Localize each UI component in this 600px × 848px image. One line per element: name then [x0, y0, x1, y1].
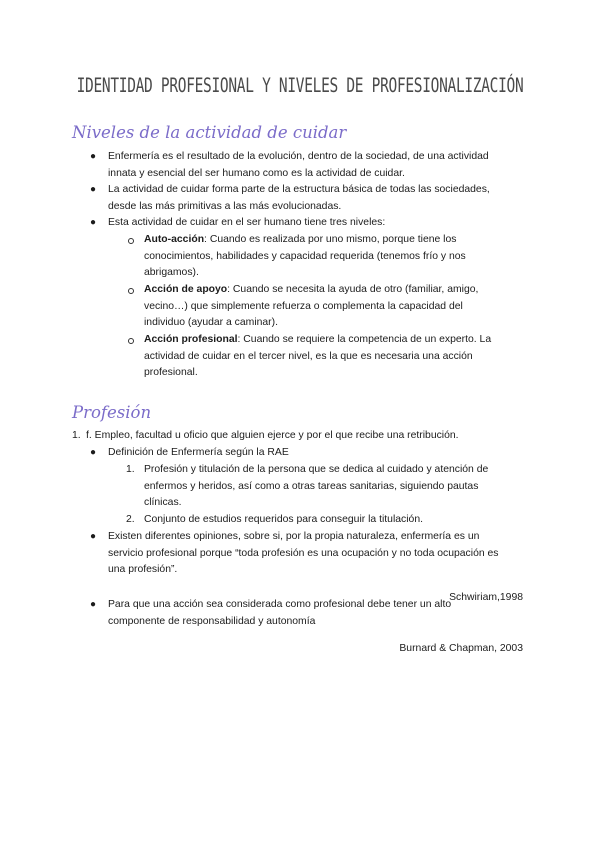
opinion-bullet: Existen diferentes opiniones, sobre si, por la propia naturaleza, enfermería es un servicio profesional porque “toda profesión es una ocupación y no toda ocupación es una profesión”. [108, 531, 499, 576]
bullet-icon: ● [90, 599, 97, 610]
bullet-text-3: Esta actividad de cuidar en el ser humano tiene tres niveles: [108, 217, 386, 228]
bullet-icon: ● [90, 151, 97, 162]
citation-burnard-chapman: Burnard & Chapman, 2003 [399, 643, 523, 655]
level-auto-accion: Auto-acción: Cuando es realizada por uno mismo, porque tiene los conocimientos, habilidades y capacidad requerida (tenemos frío y nos abrigamos). [144, 234, 466, 279]
list-number: 2. [126, 514, 135, 525]
bullet-icon: ● [90, 184, 97, 195]
page-title: IDENTIDAD PROFESIONAL Y NIVELES DE PROFESIONALIZACIÓN [76, 76, 524, 98]
section-heading-profesion: Profesión [72, 403, 152, 422]
citation-schwiriam: Schwiriam,1998 [449, 592, 523, 604]
circle-bullet-icon [128, 238, 134, 244]
action-bullet: Para que una acción sea considerada como profesional debe tener un alto componente de responsabilidad y autonomía [108, 599, 452, 627]
list-number: 1. [126, 464, 135, 475]
rae-bullet: Definición de Enfermería según la RAE [108, 447, 289, 458]
definition-line: f. Empleo, facultad u oficio que alguien ejerce y por el que recibe una retribución. [86, 430, 459, 441]
bullet-text-1: Enfermería es el resultado de la evolución, dentro de la sociedad, de una actividad innata y esencial del ser humano como es la actividad de cuidar. [108, 151, 489, 179]
level-accion-profesional: Acción profesional: Cuando se requiere la competencia de un experto. La actividad de cuidar en el tercer nivel, es la que es necesaria una acción profesional. [144, 334, 492, 379]
rae-item-2: Conjunto de estudios requeridos para conseguir la titulación. [144, 514, 423, 525]
bullet-text-2: La actividad de cuidar forma parte de la estructura básica de todas las sociedades, desde las más primitivas a las más evolucionadas. [108, 184, 490, 212]
circle-bullet-icon [128, 288, 134, 294]
circle-bullet-icon [128, 338, 134, 344]
bullet-icon: ● [90, 447, 97, 458]
section-heading-niveles: Niveles de la actividad de cuidar [72, 123, 347, 142]
bullet-icon: ● [90, 531, 97, 542]
bullet-icon: ● [90, 217, 97, 228]
rae-item-1: Profesión y titulación de la persona que se dedica al cuidado y atención de enfermos y heridos, así como a otras tareas sanitarias, siguiendo pautas clínicas. [144, 464, 489, 509]
list-number: 1. [72, 430, 81, 441]
level-accion-apoyo: Acción de apoyo: Cuando se necesita la ayuda de otro (familiar, amigo, vecino…) que simplemente refuerza o complementa la capacidad del individuo (ayudar a caminar). [144, 284, 479, 329]
